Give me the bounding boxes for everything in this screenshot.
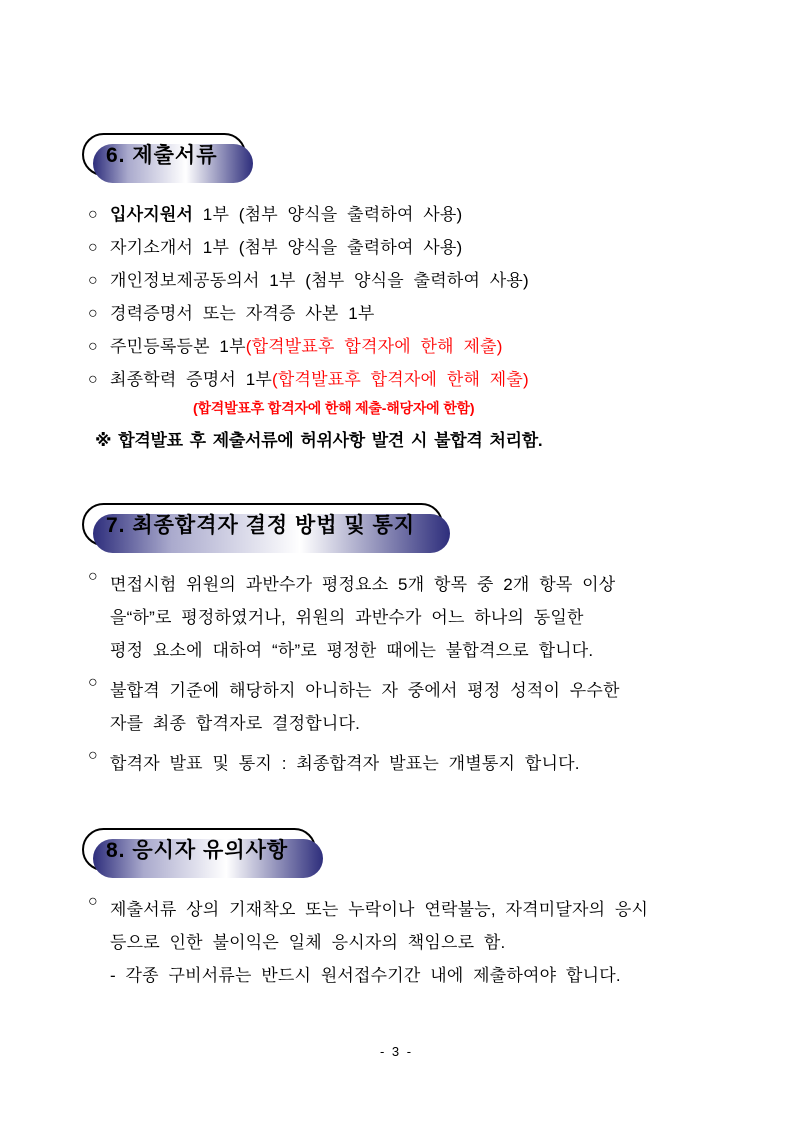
item-bold-text: 입사지원서 [110, 205, 194, 224]
paragraph-line: 등으로 인한 불이익은 일체 응시자의 책임으로 함. [110, 933, 506, 952]
paragraph-line: - 각종 구비서류는 반드시 원서접수기간 내에 제출하여야 합니다. [110, 966, 621, 985]
paragraph-line: 합격자 발표 및 통지 : 최종합격자 발표는 개별통지 합니다. [110, 754, 580, 773]
item-text: 주민등록등본 1부 [110, 337, 246, 356]
circle-bullet-icon: ○ [88, 338, 98, 355]
item-text: 개인정보제공동의서 1부 (첨부 양식을 출력하여 사용) [110, 271, 529, 290]
list-item [82, 330, 742, 363]
section-8-title: 8. 응시자 유의사항 [106, 839, 289, 862]
list-item [82, 297, 742, 330]
circle-bullet-icon: ○ [88, 272, 98, 289]
paragraph [82, 893, 742, 992]
item-text: 최종학력 증명서 1부 [110, 370, 272, 389]
circle-bullet-icon: ○ [88, 747, 98, 764]
list-item [82, 198, 742, 231]
circle-bullet-icon: ○ [88, 206, 98, 223]
circle-bullet-icon: ○ [88, 674, 98, 691]
document-content [82, 133, 742, 1000]
red-note: (합격발표후 합격자에 한해 제출-해당자에 한함) [193, 400, 475, 416]
paragraph-line: 제출서류 상의 기재착오 또는 누락이나 연락불능, 자격미달자의 응시 [110, 900, 649, 919]
paragraph-line: 불합격 기준에 해당하지 아니하는 자 중에서 평정 성적이 우수한 [110, 681, 620, 700]
circle-bullet-icon: ○ [88, 893, 98, 910]
circle-bullet-icon: ○ [88, 239, 98, 256]
item-red-text: (합격발표후 합격자에 한해 제출) [272, 370, 529, 389]
page-number: - 3 - [379, 1044, 414, 1059]
list-item [82, 231, 742, 264]
section-final-decision [82, 503, 742, 780]
item-text: 1부 (첨부 양식을 출력하여 사용) [193, 205, 463, 224]
paragraph [82, 747, 742, 780]
circle-bullet-icon: ○ [88, 305, 98, 322]
section-6-title: 6. 제출서류 [106, 144, 218, 167]
item-text: 경력증명서 또는 자격증 사본 1부 [110, 304, 375, 323]
section-submission-documents [82, 133, 742, 457]
circle-bullet-icon: ○ [88, 568, 98, 585]
section-6-header-wrap [82, 133, 742, 176]
paragraph-line: 을“하”로 평정하였거나, 위원의 과반수가 어느 하나의 동일한 [110, 608, 584, 627]
paragraph-line: 자를 최종 합격자로 결정합니다. [110, 714, 361, 733]
section-applicant-notes [82, 828, 742, 992]
paragraph-line: 평정 요소에 대하여 “하”로 평정한 때에는 불합격으로 합니다. [110, 641, 594, 660]
item-red-text: (합격발표후 합격자에 한해 제출) [245, 337, 503, 356]
section-8-header-wrap [82, 828, 742, 871]
section-7-header [82, 503, 443, 546]
section-7-title: 7. 최종합격자 결정 방법 및 통지 [106, 514, 416, 537]
section-6-header [82, 133, 246, 176]
paragraph [82, 674, 742, 740]
item-text: 자기소개서 1부 (첨부 양식을 출력하여 사용) [110, 238, 463, 257]
list-item [82, 264, 742, 297]
section-7-header-wrap [82, 503, 742, 546]
list-item [82, 363, 742, 396]
section-8-header [82, 828, 316, 871]
paragraph-line: 면접시험 위원의 과반수가 평정요소 5개 항목 중 2개 항목 이상 [110, 575, 616, 594]
paragraph [82, 568, 742, 667]
warning-note: ※ 합격발표 후 제출서류에 허위사항 발견 시 불합격 처리함. [95, 431, 543, 450]
circle-bullet-icon: ○ [88, 371, 98, 388]
